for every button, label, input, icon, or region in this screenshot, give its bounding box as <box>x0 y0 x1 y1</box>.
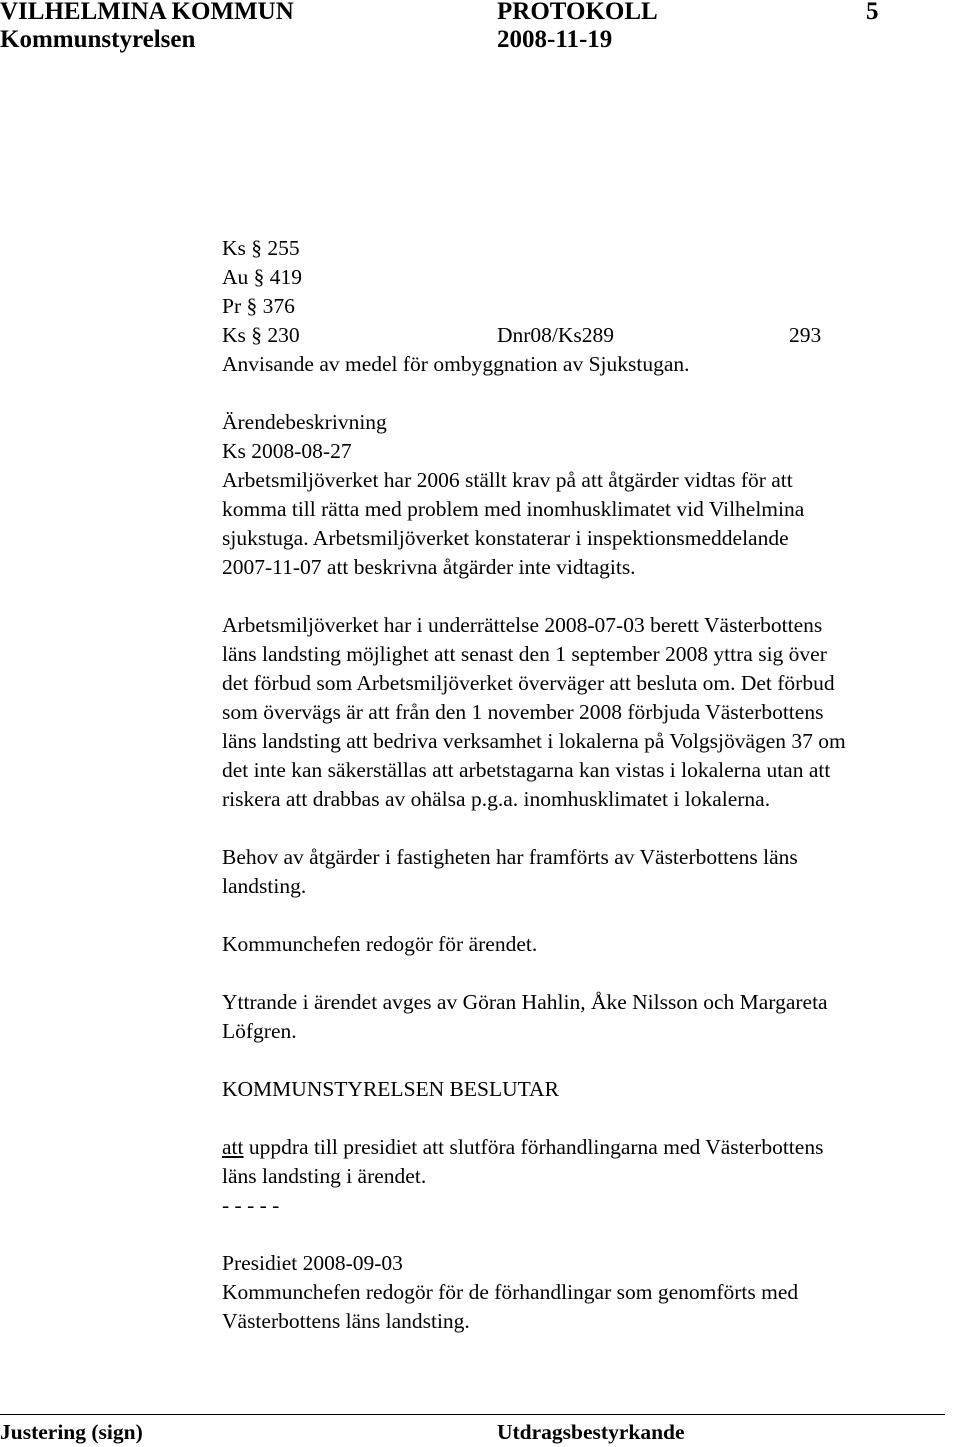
para3-line: landsting. <box>222 874 307 898</box>
reference-block <box>222 234 958 379</box>
ref-ks2-row <box>222 321 958 350</box>
header-page-number: 5 <box>866 0 879 25</box>
para2 <box>222 611 958 814</box>
decision-line-2: läns landsting i ärendet. <box>222 1164 427 1188</box>
para2-line: det inte kan säkerställas att arbetstagarna kan vistas i lokalerna utan att <box>222 758 831 782</box>
presidiet-date: Presidiet 2008-09-03 <box>222 1251 403 1275</box>
header-body: Kommunstyrelsen <box>0 26 196 53</box>
para4-line: Kommunchefen redogör för ärendet. <box>222 932 538 956</box>
decision-line-1 <box>222 1133 958 1162</box>
para1-line: komma till rätta med problem med inomhusklimatet vid Vilhelmina <box>222 497 805 521</box>
header-org: VILHELMINA KOMMUN <box>0 0 294 25</box>
description-section <box>222 408 958 582</box>
decision-separator: - - - - - <box>222 1193 280 1217</box>
para1-line: 2007-11-07 att beskrivna åtgärder inte vidtagits. <box>222 555 636 579</box>
para3 <box>222 843 958 901</box>
ref-pr: Pr § 376 <box>222 294 295 318</box>
ref-au: Au § 419 <box>222 265 303 289</box>
para2-line: riskera att drabbas av ohälsa p.g.a. inomhusklimatet i lokalerna. <box>222 787 771 811</box>
presidiet-block <box>222 1249 958 1336</box>
decision-block <box>222 1133 958 1220</box>
footer-signature-label: Justering (sign) <box>0 1420 143 1444</box>
para2-line: läns landsting möjlighet att senast den 1 september 2008 yttra sig över <box>222 642 827 666</box>
ref-number: 293 <box>789 323 822 347</box>
ref-ks: Ks § 255 <box>222 236 300 260</box>
presidiet-line: Kommunchefen redogör för de förhandlingar som genomförts med <box>222 1280 799 1304</box>
footer-extract-label: Utdragsbestyrkande <box>497 1420 685 1444</box>
para1-line: sjukstuga. Arbetsmiljöverket konstaterar i inspektionsmeddelande <box>222 526 789 550</box>
description-date: Ks 2008-08-27 <box>222 439 352 463</box>
para5-line: Yttrande i ärendet avges av Göran Hahlin, Åke Nilsson och Margareta <box>222 990 828 1014</box>
para4 <box>222 930 958 959</box>
decision-heading: KOMMUNSTYRELSEN BESLUTAR <box>222 1077 559 1101</box>
decision-heading-block <box>222 1075 958 1104</box>
para2-line: Arbetsmiljöverket har i underrättelse 2008-07-03 berett Västerbottens <box>222 613 823 637</box>
header-doc-type: PROTOKOLL <box>497 0 658 25</box>
presidiet-line: Västerbottens läns landsting. <box>222 1309 470 1333</box>
decision-line1-rest: uppdra till presidiet att slutföra förhandlingarna med Västerbottens <box>243 1135 824 1159</box>
ref-title: Anvisande av medel för ombyggnation av Sjukstugan. <box>222 352 690 376</box>
para2-line: läns landsting att bedriva verksamhet i lokalerna på Volgsjövägen 37 om <box>222 729 846 753</box>
ref-ks2: Ks § 230 <box>222 323 300 347</box>
para5 <box>222 988 958 1046</box>
ref-dnr: Dnr08/Ks289 <box>497 323 615 347</box>
footer-rule <box>0 1414 945 1415</box>
para2-line: som övervägs är att från den 1 november 2008 förbjuda Västerbottens <box>222 700 824 724</box>
para1-line: Arbetsmiljöverket har 2006 ställt krav på att åtgärder vidtas för att <box>222 468 793 492</box>
para2-line: det förbud som Arbetsmiljöverket överväger att besluta om. Det förbud <box>222 671 835 695</box>
description-heading: Ärendebeskrivning <box>222 410 387 434</box>
para3-line: Behov av åtgärder i fastigheten har framförts av Västerbottens läns <box>222 845 798 869</box>
decision-att-word: att <box>222 1135 244 1159</box>
para5-line: Löfgren. <box>222 1019 297 1043</box>
header-date: 2008-11-19 <box>497 26 613 53</box>
